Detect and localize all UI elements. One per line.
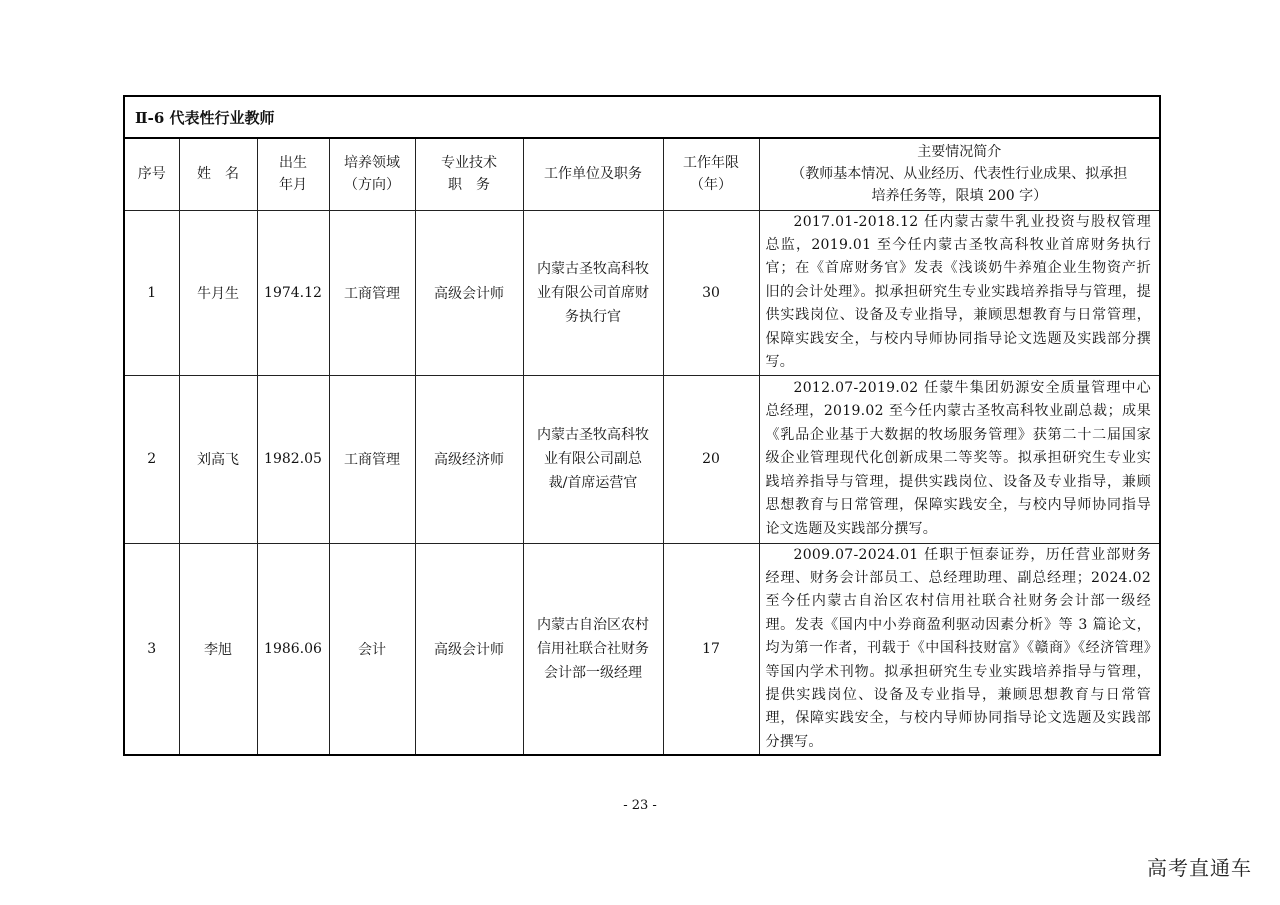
cell-unit: 内蒙古圣牧高科牧业有限公司副总裁/首席运营官	[523, 375, 663, 543]
cell-field: 工商管理	[329, 210, 415, 375]
table-row	[124, 543, 1160, 755]
header-field-line2: （方向）	[344, 177, 400, 194]
cell-field: 会计	[329, 543, 415, 755]
cell-name: 刘高飞	[179, 375, 257, 543]
cell-unit: 内蒙古圣牧高科牧业有限公司首席财务执行官	[523, 210, 663, 375]
cell-title: 高级经济师	[415, 375, 523, 543]
header-years-line2: （年）	[690, 177, 732, 194]
header-field-line1: 培养领域	[344, 155, 400, 172]
intro-text: 2012.07-2019.02 任蒙牛集团奶源安全质量管理中心总经理，2019.02 至今任内蒙古圣牧高科牧业副总裁；成果《乳品企业基于大数据的牧场服务管理》获第二十二届国家级企业管理现代化创新成果二等奖等。拟承担研究生专业实践培养指导与管理，提供实践岗位、设备及专业指导，兼顾思想教育与日常管理，保障实践安全，与校内导师协同指导论文选题及实践部分撰写。	[765, 380, 1152, 537]
cell-birth: 1982.05	[257, 375, 329, 543]
cell-birth: 1986.06	[257, 543, 329, 755]
header-birth-line2: 年月	[279, 177, 307, 194]
header-intro	[759, 138, 1160, 210]
header-birth-line1: 出生	[279, 155, 307, 172]
cell-index: 3	[124, 543, 179, 755]
header-title-line1: 专业技术	[441, 155, 497, 172]
header-title-line2: 职 务	[448, 177, 490, 194]
header-intro-line1: 主要情况简介	[917, 144, 1002, 161]
cell-name: 李旭	[179, 543, 257, 755]
table-row	[124, 210, 1160, 375]
header-title	[415, 138, 523, 210]
header-unit: 工作单位及职务	[523, 138, 663, 210]
teacher-table	[123, 95, 1161, 756]
cell-intro	[759, 543, 1160, 755]
cell-index: 1	[124, 210, 179, 375]
cell-index: 2	[124, 375, 179, 543]
cell-title: 高级会计师	[415, 210, 523, 375]
table-title: Ⅱ-6 代表性行业教师	[124, 96, 1160, 138]
cell-title: 高级会计师	[415, 543, 523, 755]
header-name: 姓 名	[179, 138, 257, 210]
intro-text: 2009.07-2024.01 任职于恒泰证券，历任营业部财务经理、财务会计部员工、总经理助理、副总经理；2024.02 至今任内蒙古自治区农村信用社联合社财务会计部一级经理。发表《国内中小券商盈利驱动因素分析》等 3 篇论文，均为第一作者，刊载于《中国科技财富》《赣商》《经济管理》等国内学术刊物。拟承担研究生专业实践培养指导与管理，提供实践岗位、设备及专业指导，兼顾思想教育与日常管理，保障实践安全，与校内导师协同指导论文选题及实践部分撰写。	[765, 546, 1152, 750]
cell-birth: 1974.12	[257, 210, 329, 375]
cell-unit: 内蒙古自治区农村信用社联合社财务会计部一级经理	[523, 543, 663, 755]
header-row	[124, 138, 1160, 210]
header-years	[663, 138, 759, 210]
cell-name: 牛月生	[179, 210, 257, 375]
header-birth	[257, 138, 329, 210]
header-index: 序号	[124, 138, 179, 210]
page-number: - 23 -	[623, 798, 657, 813]
intro-text: 2017.01-2018.12 任内蒙古蒙牛乳业投资与股权管理总监，2019.01 至今任内蒙古圣牧高科牧业首席财务执行官；在《首席财务官》发表《浅谈奶牛养殖企业生物资产折旧的会计处理》。拟承担研究生专业实践培养指导与管理，提供实践岗位、设备及专业指导，兼顾思想教育与日常管理，保障实践安全，与校内导师协同指导论文选题及实践部分撰写。	[765, 213, 1152, 371]
header-field	[329, 138, 415, 210]
cell-years: 30	[663, 210, 759, 375]
cell-intro	[759, 375, 1160, 543]
cell-intro	[759, 210, 1160, 375]
header-years-line1: 工作年限	[683, 155, 739, 172]
cell-field: 工商管理	[329, 375, 415, 543]
watermark: 高考直通车	[1147, 856, 1252, 880]
cell-years: 20	[663, 375, 759, 543]
header-intro-line3: 培养任务等，限填 200 字）	[871, 188, 1048, 205]
header-intro-line2: （教师基本情况、从业经历、代表性行业成果、拟承担	[791, 166, 1128, 183]
cell-years: 17	[663, 543, 759, 755]
table-row	[124, 375, 1160, 543]
